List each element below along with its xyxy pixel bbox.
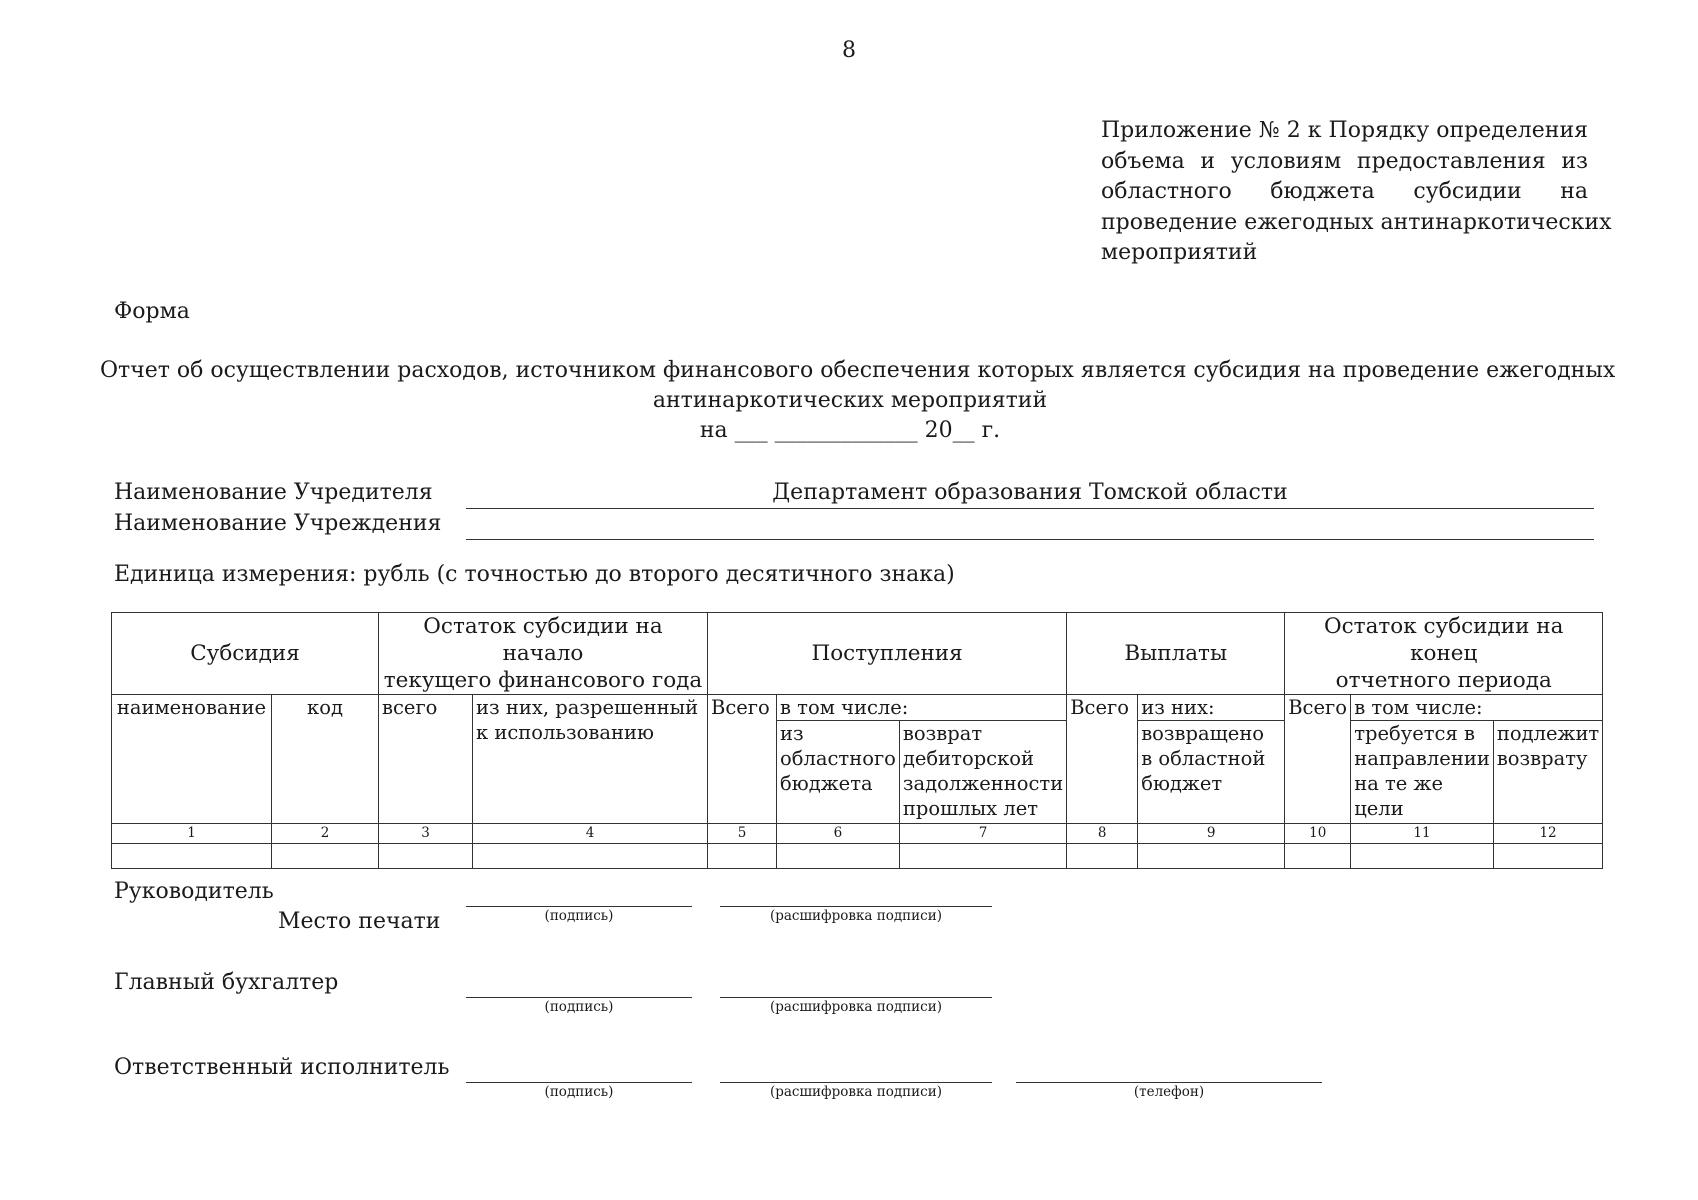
institution-label: Наименование Учреждения bbox=[114, 511, 442, 536]
col-payments-of-them-header: из них: bbox=[1138, 695, 1285, 721]
column-number: 12 bbox=[1493, 824, 1602, 844]
col-needed-same-header: требуется в направлении на те же цели bbox=[1351, 721, 1494, 824]
founder-label: Наименование Учредителя bbox=[114, 480, 433, 505]
col-total-header: всего bbox=[379, 695, 473, 824]
table-cell-empty[interactable] bbox=[1285, 844, 1351, 869]
header-balance-start: Остаток субсидии на начало текущего финансового года bbox=[379, 613, 708, 695]
table-cell-empty[interactable] bbox=[1138, 844, 1285, 869]
executor-decoding-caption: (расшифровка подписи) bbox=[769, 1084, 943, 1100]
col-to-return-header: подлежит возврату bbox=[1493, 721, 1602, 824]
head-signature-line[interactable] bbox=[466, 906, 692, 907]
executor-decoding-line[interactable] bbox=[720, 1082, 992, 1083]
report-date-line: на ___ _____________ 20__ г. bbox=[699, 418, 1001, 443]
institution-underline bbox=[466, 539, 1594, 540]
seal-label: Место печати bbox=[278, 909, 441, 934]
table-cell-empty[interactable] bbox=[112, 844, 272, 869]
col-end-total-header: Всего bbox=[1285, 695, 1351, 824]
report-title-line1: Отчет об осуществлении расходов, источником финансового обеспечения которых является субсидия на проведение ежегодных bbox=[100, 358, 1616, 383]
head-label: Руководитель bbox=[114, 879, 274, 904]
table-cell-empty[interactable] bbox=[1351, 844, 1494, 869]
column-number: 5 bbox=[708, 824, 777, 844]
table-cell-empty[interactable] bbox=[708, 844, 777, 869]
chief-accountant-label: Главный бухгалтер bbox=[114, 970, 339, 995]
appendix-line: проведение ежегодных антинаркотических bbox=[1101, 209, 1612, 235]
report-table bbox=[111, 612, 1603, 869]
col-receivables-return-header: возврат дебиторской задолженности прошлых лет bbox=[899, 721, 1066, 824]
founder-underline bbox=[466, 508, 1594, 509]
table-cell-empty[interactable] bbox=[473, 844, 708, 869]
founder-value[interactable]: Департамент образования Томской области bbox=[772, 480, 1288, 505]
head-decoding-line[interactable] bbox=[720, 906, 992, 907]
col-payments-total-header: Всего bbox=[1067, 695, 1138, 824]
column-number: 2 bbox=[272, 824, 379, 844]
unit-line: Единица измерения: рубль (с точностью до второго десятичного знака) bbox=[114, 562, 955, 587]
chief-accountant-signature-caption: (подпись) bbox=[544, 999, 614, 1015]
report-title-line2: антинаркотических мероприятий bbox=[652, 388, 1048, 413]
form-label: Форма bbox=[114, 299, 190, 324]
table-cell-empty[interactable] bbox=[899, 844, 1066, 869]
table-cell-empty[interactable] bbox=[777, 844, 900, 869]
table-cell-empty[interactable] bbox=[379, 844, 473, 869]
column-number: 4 bbox=[473, 824, 708, 844]
head-signature-caption: (подпись) bbox=[544, 908, 614, 924]
executor-signature-caption: (подпись) bbox=[544, 1084, 614, 1100]
appendix-line: объема и условиям предоставления из bbox=[1101, 148, 1588, 174]
col-name-header: наименование bbox=[112, 695, 272, 824]
header-receipts: Поступления bbox=[708, 613, 1067, 695]
column-number: 8 bbox=[1067, 824, 1138, 844]
column-number: 9 bbox=[1138, 824, 1285, 844]
header-payments: Выплаты bbox=[1067, 613, 1285, 695]
executor-phone-caption: (телефон) bbox=[1133, 1084, 1205, 1100]
header-balance-end: Остаток субсидии на конец отчетного периода bbox=[1285, 613, 1603, 695]
column-number: 3 bbox=[379, 824, 473, 844]
col-end-incl-header: в том числе: bbox=[1351, 695, 1603, 721]
chief-accountant-signature-line[interactable] bbox=[466, 997, 692, 998]
appendix-line: Приложение № 2 к Порядку определения bbox=[1101, 118, 1588, 143]
report-title bbox=[100, 356, 1616, 446]
col-code-header: код bbox=[272, 695, 379, 824]
col-from-regional-header: из областного бюджета bbox=[777, 721, 900, 824]
appendix-line: мероприятий bbox=[1101, 240, 1258, 265]
table-cell-empty[interactable] bbox=[1493, 844, 1602, 869]
col-receipts-incl-header: в том числе: bbox=[777, 695, 1067, 721]
column-number: 6 bbox=[777, 824, 900, 844]
chief-accountant-decoding-caption: (расшифровка подписи) bbox=[769, 999, 943, 1015]
page-number: 8 bbox=[842, 38, 856, 63]
appendix-block bbox=[1101, 116, 1612, 269]
head-decoding-caption: (расшифровка подписи) bbox=[769, 908, 943, 924]
executor-label: Ответственный исполнитель bbox=[114, 1055, 450, 1080]
appendix-line: областного бюджета субсидии на bbox=[1101, 179, 1588, 204]
executor-signature-line[interactable] bbox=[466, 1082, 692, 1083]
column-number: 10 bbox=[1285, 824, 1351, 844]
column-number: 11 bbox=[1351, 824, 1494, 844]
col-permitted-header: из них, разрешенный к использованию bbox=[473, 695, 708, 824]
chief-accountant-decoding-line[interactable] bbox=[720, 997, 992, 998]
col-receipts-total-header: Всего bbox=[708, 695, 777, 824]
column-number: 1 bbox=[112, 824, 272, 844]
table-cell-empty[interactable] bbox=[272, 844, 379, 869]
column-number: 7 bbox=[899, 824, 1066, 844]
executor-phone-line[interactable] bbox=[1016, 1082, 1322, 1083]
header-subsidy: Субсидия bbox=[112, 613, 379, 695]
col-returned-header: возвращено в областной бюджет bbox=[1138, 721, 1285, 824]
table-cell-empty[interactable] bbox=[1067, 844, 1138, 869]
